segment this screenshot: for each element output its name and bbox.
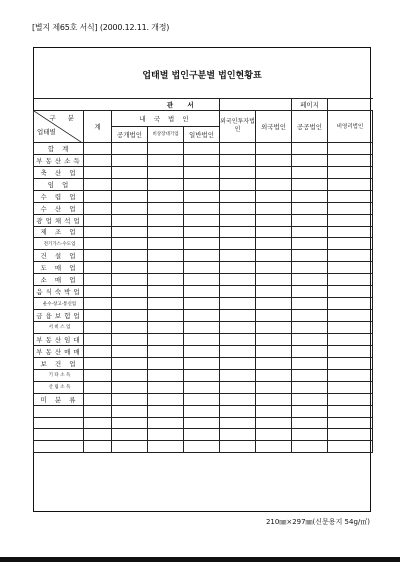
footer-note: 210㎜×297㎜(신문용지 54g/㎡) [265, 518, 370, 526]
table-row [34, 369, 373, 381]
table-row [34, 178, 373, 190]
data-cell[interactable] [256, 286, 292, 298]
data-cell[interactable] [292, 214, 328, 226]
data-cell[interactable] [292, 226, 328, 238]
data-cell[interactable] [84, 310, 112, 322]
data-cell[interactable] [148, 214, 184, 226]
data-cell[interactable] [292, 178, 328, 190]
foreign-investment-header: 외국인투자법인 [220, 110, 256, 142]
data-cell[interactable] [328, 310, 373, 322]
data-cell[interactable] [256, 178, 292, 190]
data-cell[interactable] [148, 298, 184, 310]
data-cell[interactable] [328, 202, 373, 214]
data-cell[interactable] [328, 322, 373, 334]
data-cell[interactable] [328, 441, 373, 453]
data-cell[interactable] [292, 441, 328, 453]
table-row [34, 238, 373, 250]
statistics-form [33, 47, 371, 512]
data-cell[interactable] [84, 357, 112, 369]
table-row [34, 226, 373, 238]
data-cell[interactable] [112, 166, 148, 178]
data-cell[interactable] [84, 178, 112, 190]
data-cell[interactable] [328, 214, 373, 226]
data-cell[interactable] [220, 166, 256, 178]
data-cell[interactable] [292, 262, 328, 274]
data-cell[interactable] [184, 166, 220, 178]
data-cell[interactable] [220, 238, 256, 250]
data-cell[interactable] [84, 226, 112, 238]
data-cell[interactable] [84, 441, 112, 453]
data-cell[interactable] [84, 345, 112, 357]
data-cell[interactable] [292, 310, 328, 322]
data-cell[interactable] [84, 238, 112, 250]
row-label: 서 비 스 업 [34, 322, 84, 334]
data-cell[interactable] [256, 310, 292, 322]
data-cell[interactable] [256, 345, 292, 357]
data-cell[interactable] [256, 250, 292, 262]
data-cell[interactable] [184, 262, 220, 274]
row-label: 음식숙박업 [34, 286, 84, 298]
data-cell[interactable] [292, 190, 328, 202]
header-row-1 [34, 110, 373, 126]
data-cell[interactable] [220, 178, 256, 190]
data-cell[interactable] [328, 345, 373, 357]
data-cell[interactable] [84, 333, 112, 345]
data-cell[interactable] [256, 393, 292, 405]
data-cell[interactable] [220, 274, 256, 286]
table-row [34, 333, 373, 345]
data-cell[interactable] [84, 429, 112, 441]
data-cell[interactable] [112, 250, 148, 262]
data-cell[interactable] [292, 393, 328, 405]
data-cell[interactable] [148, 142, 184, 154]
data-cell[interactable] [112, 393, 148, 405]
data-cell[interactable] [184, 142, 220, 154]
table-row [34, 154, 373, 166]
data-cell[interactable] [256, 405, 292, 417]
data-cell[interactable] [292, 202, 328, 214]
data-cell[interactable] [220, 190, 256, 202]
data-cell[interactable] [292, 405, 328, 417]
data-cell[interactable] [292, 166, 328, 178]
data-cell[interactable] [184, 381, 220, 393]
data-cell[interactable] [184, 310, 220, 322]
table-row [34, 202, 373, 214]
data-cell[interactable] [184, 298, 220, 310]
data-cell[interactable] [148, 405, 184, 417]
table-row [34, 322, 373, 334]
data-cell[interactable] [256, 166, 292, 178]
row-label: 운수·창고·통신업 [34, 298, 84, 310]
data-cell[interactable] [256, 190, 292, 202]
row-label: 도 매 업 [34, 262, 84, 274]
data-cell[interactable] [256, 202, 292, 214]
table-row [34, 262, 373, 274]
data-cell[interactable] [84, 405, 112, 417]
data-cell[interactable] [112, 238, 148, 250]
table-row [34, 345, 373, 357]
category-bottom-label: 업태별 [37, 127, 56, 136]
total-header: 계 [84, 110, 112, 142]
data-cell[interactable] [148, 202, 184, 214]
data-cell[interactable] [328, 166, 373, 178]
data-cell[interactable] [256, 154, 292, 166]
data-cell[interactable] [292, 154, 328, 166]
data-cell[interactable] [112, 441, 148, 453]
data-cell[interactable] [328, 381, 373, 393]
data-cell[interactable] [84, 369, 112, 381]
table-row [34, 310, 373, 322]
data-cell[interactable] [220, 310, 256, 322]
data-cell[interactable] [220, 142, 256, 154]
form-title: 업태별 법인구분별 법인현황표 [142, 71, 262, 81]
data-cell[interactable] [292, 274, 328, 286]
table-row [34, 298, 373, 310]
data-cell[interactable] [112, 369, 148, 381]
data-cell[interactable] [148, 238, 184, 250]
data-cell[interactable] [148, 178, 184, 190]
data-cell[interactable] [292, 322, 328, 334]
data-cell[interactable] [148, 166, 184, 178]
data-cell[interactable] [112, 405, 148, 417]
data-cell[interactable] [148, 357, 184, 369]
row-label: 부동산임대 [34, 333, 84, 345]
data-cell[interactable] [220, 357, 256, 369]
data-cell[interactable] [84, 393, 112, 405]
data-cell[interactable] [328, 333, 373, 345]
data-cell[interactable] [84, 214, 112, 226]
data-cell[interactable] [220, 417, 256, 429]
table-row [34, 214, 373, 226]
general-header: 일반법인 [184, 126, 220, 142]
data-cell[interactable] [148, 310, 184, 322]
data-cell[interactable] [84, 262, 112, 274]
data-cell[interactable] [220, 250, 256, 262]
data-cell[interactable] [292, 298, 328, 310]
data-cell[interactable] [328, 274, 373, 286]
table-row [34, 142, 373, 154]
data-cell[interactable] [256, 238, 292, 250]
data-cell[interactable] [292, 369, 328, 381]
data-cell[interactable] [148, 441, 184, 453]
data-cell[interactable] [112, 226, 148, 238]
row-label: 임 업 [34, 178, 84, 190]
row-label: 금융보험업 [34, 310, 84, 322]
data-cell[interactable] [292, 429, 328, 441]
data-cell[interactable] [328, 226, 373, 238]
data-cell[interactable] [112, 214, 148, 226]
table-row [34, 250, 373, 262]
data-cell[interactable] [256, 441, 292, 453]
data-cell[interactable] [220, 345, 256, 357]
row-label [34, 441, 84, 453]
row-label: 제 조 업 [34, 226, 84, 238]
data-cell[interactable] [292, 286, 328, 298]
data-cell[interactable] [328, 405, 373, 417]
data-cell[interactable] [112, 322, 148, 334]
data-cell[interactable] [184, 214, 220, 226]
data-cell[interactable] [112, 142, 148, 154]
data-cell[interactable] [184, 369, 220, 381]
data-cell[interactable] [148, 417, 184, 429]
row-label [34, 417, 84, 429]
data-cell[interactable] [256, 333, 292, 345]
data-cell[interactable] [84, 142, 112, 154]
row-label: 전기가스·수도업 [34, 238, 84, 250]
data-cell[interactable] [292, 345, 328, 357]
data-cell[interactable] [112, 333, 148, 345]
row-label: 산 림 소 득 [34, 381, 84, 393]
row-label [34, 429, 84, 441]
data-cell[interactable] [148, 322, 184, 334]
data-cell[interactable] [220, 369, 256, 381]
data-cell[interactable] [184, 178, 220, 190]
table-row [34, 274, 373, 286]
table-row [34, 441, 373, 453]
data-cell[interactable] [184, 238, 220, 250]
data-cell[interactable] [148, 345, 184, 357]
data-cell[interactable] [220, 393, 256, 405]
data-cell[interactable] [184, 274, 220, 286]
data-cell[interactable] [328, 286, 373, 298]
data-cell[interactable] [148, 286, 184, 298]
table-row [34, 357, 373, 369]
category-header [34, 110, 84, 142]
data-cell[interactable] [184, 429, 220, 441]
data-cell[interactable] [220, 202, 256, 214]
small-medium-header: 비상장대기업 [148, 126, 184, 142]
table-row [34, 286, 373, 298]
data-cell[interactable] [184, 441, 220, 453]
foreign-header: 외국법인 [256, 110, 292, 142]
data-cell[interactable] [292, 250, 328, 262]
table-row [34, 381, 373, 393]
row-label: 보 건 업 [34, 357, 84, 369]
data-cell[interactable] [148, 369, 184, 381]
data-cell[interactable] [148, 262, 184, 274]
data-cell[interactable] [112, 310, 148, 322]
data-cell[interactable] [328, 357, 373, 369]
data-cell[interactable] [112, 298, 148, 310]
data-cell[interactable] [184, 333, 220, 345]
data-cell[interactable] [184, 345, 220, 357]
data-cell[interactable] [328, 262, 373, 274]
data-cell[interactable] [220, 214, 256, 226]
page-label: 페이지 [292, 99, 328, 111]
domestic-header: 내 국 법 인 [112, 110, 220, 126]
data-cell[interactable] [256, 226, 292, 238]
data-cell[interactable] [84, 274, 112, 286]
data-cell[interactable] [112, 154, 148, 166]
data-cell[interactable] [328, 417, 373, 429]
data-cell[interactable] [220, 286, 256, 298]
data-cell[interactable] [112, 357, 148, 369]
data-cell[interactable] [292, 333, 328, 345]
data-cell[interactable] [84, 417, 112, 429]
data-cell[interactable] [184, 405, 220, 417]
data-cell[interactable] [148, 381, 184, 393]
table-row [34, 417, 373, 429]
data-cell[interactable] [148, 250, 184, 262]
data-cell[interactable] [328, 154, 373, 166]
data-cell[interactable] [256, 322, 292, 334]
page-value[interactable] [328, 99, 373, 111]
data-cell[interactable] [148, 274, 184, 286]
nonprofit-header: 비영리법인 [328, 110, 373, 142]
data-cell[interactable] [220, 429, 256, 441]
data-cell[interactable] [184, 226, 220, 238]
data-cell[interactable] [220, 298, 256, 310]
row-label: 소 매 업 [34, 274, 84, 286]
data-cell[interactable] [220, 441, 256, 453]
data-cell[interactable] [256, 142, 292, 154]
data-cell[interactable] [256, 429, 292, 441]
data-cell[interactable] [328, 429, 373, 441]
data-cell[interactable] [112, 345, 148, 357]
data-cell[interactable] [112, 190, 148, 202]
data-cell[interactable] [148, 333, 184, 345]
data-cell[interactable] [148, 154, 184, 166]
data-cell[interactable] [256, 357, 292, 369]
data-cell[interactable] [256, 381, 292, 393]
data-cell[interactable] [184, 154, 220, 166]
data-cell[interactable] [184, 286, 220, 298]
data-cell[interactable] [112, 381, 148, 393]
data-cell[interactable] [184, 393, 220, 405]
listed-header: 공개법인 [112, 126, 148, 142]
data-cell[interactable] [148, 393, 184, 405]
data-cell[interactable] [84, 298, 112, 310]
row-label: 기 타 소 득 [34, 369, 84, 381]
statistics-table [33, 98, 373, 453]
data-cell[interactable] [84, 202, 112, 214]
office-label: 관 서 [148, 99, 220, 111]
data-cell[interactable] [112, 286, 148, 298]
data-cell[interactable] [148, 429, 184, 441]
row-label: 부동산매매 [34, 345, 84, 357]
data-cell[interactable] [112, 178, 148, 190]
data-cell[interactable] [184, 322, 220, 334]
data-cell[interactable] [220, 322, 256, 334]
data-cell[interactable] [84, 322, 112, 334]
table-row [34, 166, 373, 178]
data-cell[interactable] [112, 274, 148, 286]
data-cell[interactable] [292, 238, 328, 250]
data-cell[interactable] [328, 190, 373, 202]
table-row [34, 393, 373, 405]
data-cell[interactable] [256, 417, 292, 429]
data-cell[interactable] [220, 381, 256, 393]
data-cell[interactable] [220, 262, 256, 274]
data-cell[interactable] [256, 274, 292, 286]
data-cell[interactable] [112, 429, 148, 441]
data-cell[interactable] [112, 262, 148, 274]
data-cell[interactable] [220, 333, 256, 345]
data-cell[interactable] [112, 417, 148, 429]
row-label: 축 산 업 [34, 166, 84, 178]
data-cell[interactable] [220, 405, 256, 417]
table-row [34, 190, 373, 202]
data-cell[interactable] [220, 226, 256, 238]
data-cell[interactable] [84, 250, 112, 262]
row-label: 수 산 업 [34, 202, 84, 214]
row-label: 건 설 업 [34, 250, 84, 262]
bottom-edge-bar [0, 557, 400, 562]
row-label [34, 405, 84, 417]
data-cell[interactable] [84, 154, 112, 166]
data-cell[interactable] [328, 298, 373, 310]
data-cell[interactable] [328, 142, 373, 154]
data-cell[interactable] [184, 417, 220, 429]
data-cell[interactable] [84, 381, 112, 393]
row-label: 광업채석업 [34, 214, 84, 226]
office-page-row [34, 99, 373, 111]
data-cell[interactable] [328, 393, 373, 405]
joint-header: 공공법인 [292, 110, 328, 142]
office-value[interactable] [220, 99, 292, 111]
row-label: 합 계 [34, 142, 84, 154]
table-row [34, 405, 373, 417]
data-cell[interactable] [184, 190, 220, 202]
data-cell[interactable] [84, 190, 112, 202]
data-cell[interactable] [84, 286, 112, 298]
row-label: 미 분 류 [34, 393, 84, 405]
data-cell[interactable] [256, 298, 292, 310]
data-cell[interactable] [220, 154, 256, 166]
data-cell[interactable] [256, 262, 292, 274]
data-cell[interactable] [292, 417, 328, 429]
data-cell[interactable] [256, 214, 292, 226]
data-cell[interactable] [148, 190, 184, 202]
data-cell[interactable] [328, 238, 373, 250]
header-note: [별지 제65호 서식] (2000.12.11. 개정) [32, 23, 170, 32]
row-label: 수 렵 업 [34, 190, 84, 202]
table-row [34, 429, 373, 441]
data-cell[interactable] [84, 166, 112, 178]
data-cell[interactable] [292, 381, 328, 393]
data-cell[interactable] [256, 369, 292, 381]
data-cell[interactable] [112, 202, 148, 214]
data-cell[interactable] [184, 202, 220, 214]
data-cell[interactable] [148, 226, 184, 238]
data-cell[interactable] [328, 250, 373, 262]
data-cell[interactable] [328, 369, 373, 381]
data-cell[interactable] [184, 357, 220, 369]
data-cell[interactable] [292, 142, 328, 154]
category-top-label: 구 분 [49, 113, 79, 122]
row-label: 부동산소득 [34, 154, 84, 166]
data-cell[interactable] [292, 357, 328, 369]
data-cell[interactable] [184, 250, 220, 262]
data-cell[interactable] [328, 178, 373, 190]
